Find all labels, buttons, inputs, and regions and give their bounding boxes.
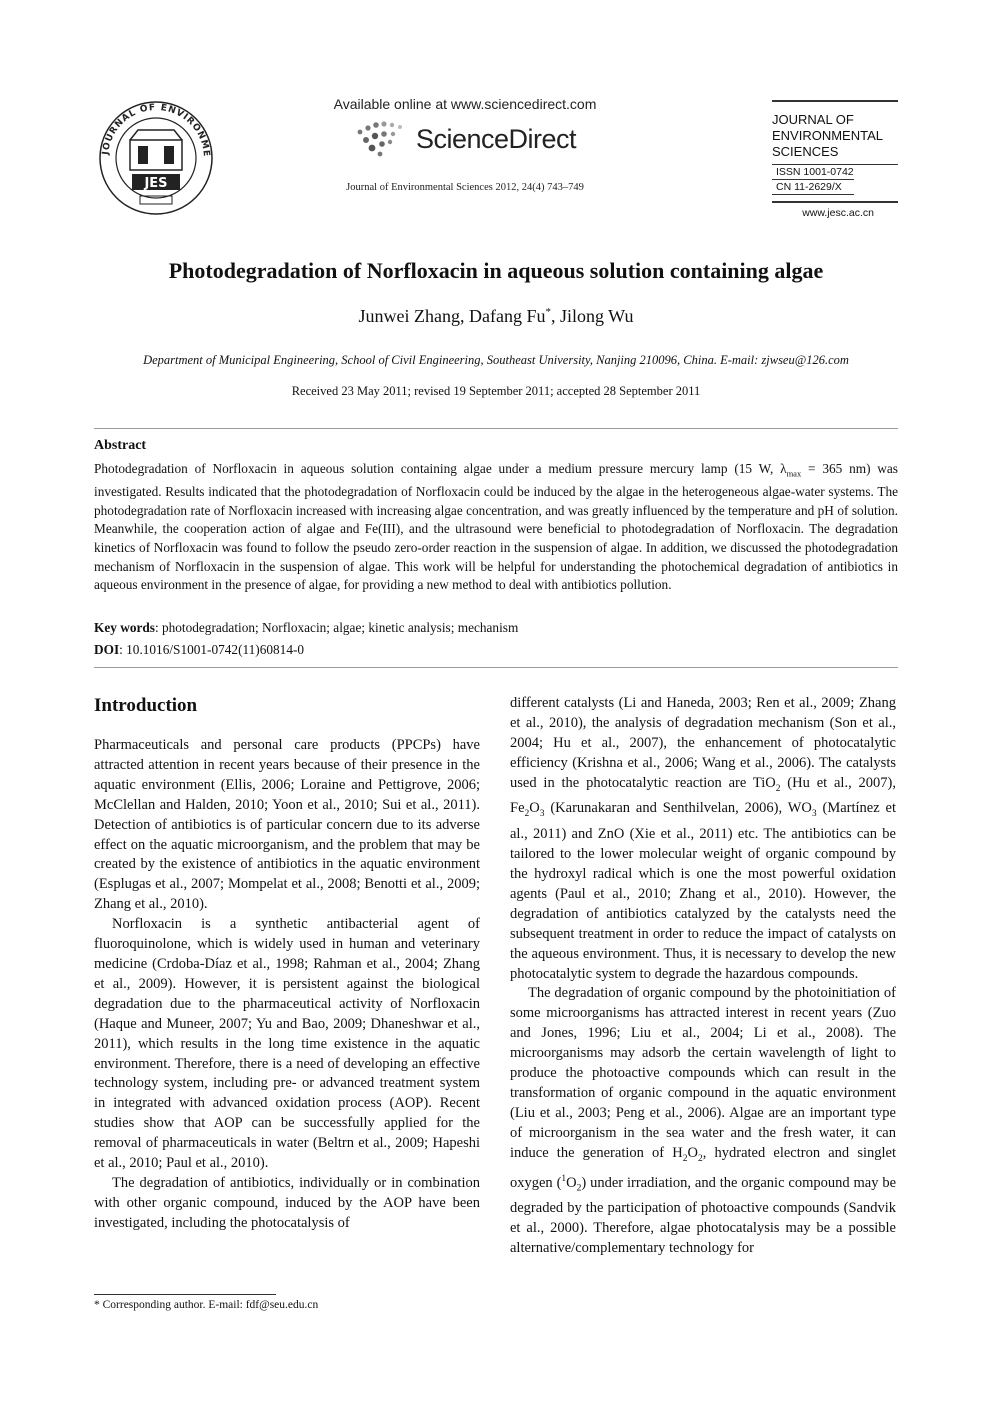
journal-url[interactable]: www.jesc.ac.cn <box>772 201 898 219</box>
body-column-right <box>510 694 896 1259</box>
abstract-heading: Abstract <box>94 438 147 453</box>
received-dates: Received 23 May 2011; revised 19 September 2011; accepted 28 September 2011 <box>291 384 701 398</box>
keywords-label: Key words <box>94 620 155 635</box>
subscript: 3 <box>811 809 817 820</box>
divider <box>94 667 898 668</box>
text-run: The degradation of organic compound by the photoinitiation of some microorganisms has attracted interest in recent years (Zuo and Jones, 1996; Liu et al., 2004; Li et al., 2008). The microorganisms may adsorb the certain wavelength of light to produce the photoactive compounds which can result in the transformation of organic compound in the aquatic environment (Liu et al., 2003; Peng et al., 2006). Algae are an important type of microorganism in the sea water and the fresh water, it can induce the generation of H <box>510 985 896 1161</box>
authors-text: Junwei Zhang, Dafang Fu <box>358 306 546 326</box>
subscript: 2 <box>576 1183 582 1194</box>
text-run: ) under irradiation, and the organic compound may be degraded by the participation of photoactive compounds (Sandvik et al., 2000). Therefore, algae photocatalysis may be a possible alternative/complementary technology for <box>510 1174 897 1256</box>
lambda-subscript: max <box>786 468 802 479</box>
text-run: different catalysts (Li and Haneda, 2003; Ren et al., 2009; Zhang et al., 2010), the analysis of degradation mechanism (Son et al., 2004; Hu et al., 2007), the enhancement of photocatalytic efficiency (Krishna et al., 2006; Wang et al., 2006). The catalysts used in the photocatalytic reaction are TiO <box>510 695 896 791</box>
abstract-part: Photodegradation of Norfloxacin in aqueous solution containing algae under a medium pressure mercury lamp (15 W, λ <box>94 461 787 476</box>
doi-value[interactable]: : 10.1016/S1001-0742(11)60814-0 <box>119 642 305 657</box>
keywords-list: : photodegradation; Norfloxacin; algae; kinetic analysis; mechanism <box>154 620 519 635</box>
corresponding-mark: * <box>545 306 551 318</box>
journal-logo <box>92 100 220 218</box>
journal-title-line: SCIENCES <box>772 144 839 159</box>
text-run: (Hu et al., 2007), Fe <box>510 774 897 817</box>
paragraph <box>510 694 896 984</box>
cn-number: CN 11-2629/X <box>772 179 854 195</box>
text-run: (Karunakaran and Senthilvelan, 2006), WO <box>544 800 812 817</box>
superscript: 1 <box>561 1173 567 1184</box>
journal-title-line: ENVIRONMENTAL <box>772 128 883 143</box>
sciencedirect-name: ScienceDirect <box>415 123 577 154</box>
svg-text:JOURNAL OF ENVIRONMENTAL SCIEN <box>92 100 211 158</box>
paragraph: Norfloxacin is a synthetic antibacterial agent of fluoroquinolone, which is widely used in human and veterinary medicine (Crdoba-Díaz et al., 1998; Rahman et al., 2004; Zhang et al., 2009). However, it is persistent against the biological degradation due to the pharmaceutical activity of Norfloxacin (Haque and Muneer, 2007; Yu and Bao, 2009; Dhaneshwar et al., 2011), which results in the long time existence in the aquatic environment. Therefore, there is a need of developing an effective technology system, including pre- or advanced treatment system in integrated with advanced oxidation process (AOP). Recent studies show that AOP can be successfully applied for the removal of pharmaceuticals in water (Beltrn et al., 2009; Hapeshi et al., 2010; Paul et al., 2010). <box>94 916 480 1172</box>
paragraph: Pharmaceuticals and personal care products (PPCPs) have attracted attention in recent years because of their presence in the aquatic environment (Ellis, 2006; Loraine and Pettigrove, 2006; McClellan and Halden, 2010; Yoon et al., 2010; Sui et al., 2011). Detection of antibiotics is of particular concern due to its adverse effect on the aquatic microorganism, and the problem that may be created by the existence of antibiotics in the aquatic environment (Esplugas et al., 2007; Mompelat et al., 2008; Benotti et al., 2009; Zhang et al., 2010). <box>94 737 480 913</box>
text-run: , hydrated electron and singlet oxygen ( <box>510 1144 896 1191</box>
paragraph <box>510 984 896 1258</box>
doi-label: DOI <box>94 642 120 657</box>
paragraph: The degradation of antibiotics, individually or in combination with other organic compound, induced by the AOP have been investigated, including the photocatalysis of <box>94 1174 480 1231</box>
body-column-left <box>94 694 480 1234</box>
doi <box>94 642 898 658</box>
available-online-text: Available online at www.sciencedirect.com <box>333 96 597 112</box>
journal-title-line: JOURNAL OF <box>772 112 854 127</box>
sciencedirect-logo-icon <box>354 120 406 158</box>
section-heading-introduction: Introduction <box>94 695 198 716</box>
subscript: 2 <box>775 783 781 794</box>
abstract-part: = 365 nm) was investigated. Results indicated that the photodegradation of Norfloxacin could be induced by the algae in the heterogeneous algae-water systems. The photodegradation rate of Norfloxacin increased with increasing algae concentration, and was greatly influenced by the temperature and pH of solution. Meanwhile, the cooperation action of algae and Fe(III), and the ultrasound were beneficial to photodegradation of Norfloxacin. The degradation kinetics of Norfloxacin was found to follow the pseudo zero-order reaction in the suspension of algae. In addition, we discussed the photodegradation mechanism of Norfloxacin in the suspension of algae. This work will be helpful for understanding the photochemical degradation of antibiotics in aqueous environment in the presence of algae, for providing a new method to deal with antibiotics pollution. <box>94 461 898 593</box>
text-run: O <box>566 1174 577 1191</box>
keywords <box>94 620 898 636</box>
journal-title <box>772 102 898 164</box>
logo-abbrev: JES <box>144 176 168 191</box>
subscript: 2 <box>682 1153 688 1164</box>
text-run: O <box>529 800 540 817</box>
sciencedirect-brand <box>300 120 630 158</box>
corresponding-author-footnote: * Corresponding author. E-mail: fdf@seu.edu.cn <box>94 1299 319 1311</box>
publisher-header <box>300 96 630 193</box>
affiliation: Department of Municipal Engineering, School of Civil Engineering, Southeast University, Nanjing 210096, China. E-mail: zjwseu@126.com <box>143 353 849 367</box>
article-title: Photodegradation of Norfloxacin in aqueous solution containing algae <box>168 258 824 283</box>
subscript: 3 <box>539 809 545 820</box>
logo-ring-text: JOURNAL OF ENVIRONME <box>101 102 212 158</box>
text-run: O <box>687 1144 698 1161</box>
text-run: (Martínez et al., 2011) and ZnO (Xie et al., 2011) etc. The antibiotics can be tailored to the lower molecular weight of organic compound by the hydroxyl radical which is one the most powerful oxidation agents (Paul et al., 2010; Zhang et al., 2010). However, the degradation of antibiotics catalyzed by the catalysts need the subsequent treatment in order to reduce the impact of catalysts on the aqueous environment. Thus, it is necessary to develop the new photocatalytic system to degrade the hazardous compounds. <box>510 800 896 982</box>
issn: ISSN 1001-0742 <box>772 164 898 179</box>
subscript: 2 <box>697 1153 703 1164</box>
footnote-rule <box>94 1294 276 1295</box>
divider <box>94 428 898 429</box>
journal-citation: Journal of Environmental Sciences 2012, 24(4) 743–749 <box>346 182 584 193</box>
subscript: 2 <box>524 809 530 820</box>
journal-info-box <box>772 100 898 219</box>
authors-text: , Jilong Wu <box>551 306 634 326</box>
abstract-text <box>94 460 898 595</box>
author-list <box>0 306 992 327</box>
